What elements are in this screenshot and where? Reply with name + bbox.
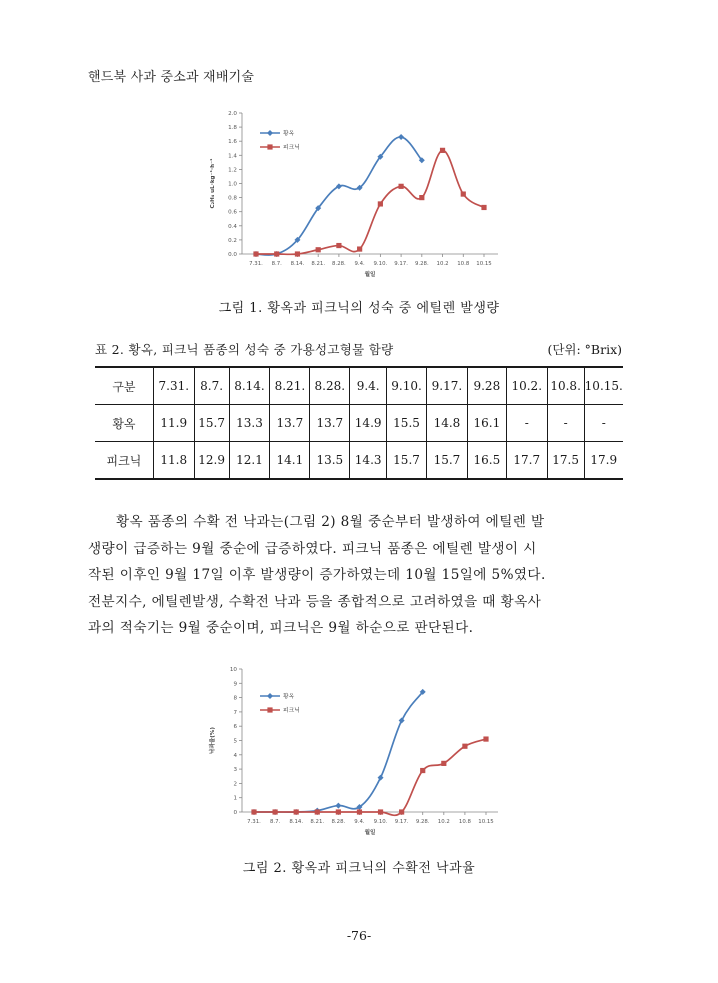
y-tick-label: 0.4 xyxy=(228,223,237,230)
series-line xyxy=(256,137,422,255)
x-tick-label: 8.7. xyxy=(269,819,281,825)
y-tick-label: 1.2 xyxy=(228,167,237,174)
data-point xyxy=(461,191,466,196)
series-line xyxy=(254,739,486,815)
y-tick-label: 0.0 xyxy=(228,252,237,258)
y-tick-label: 0.8 xyxy=(228,195,237,202)
data-point xyxy=(481,205,486,210)
data-point xyxy=(357,809,362,814)
table-cell: - xyxy=(506,405,547,442)
legend-label: 황옥 xyxy=(283,131,295,137)
x-tick-label: 8.14. xyxy=(289,819,304,825)
data-point xyxy=(294,809,299,814)
table-cell: 16.5 xyxy=(467,442,506,480)
legend-marker xyxy=(267,130,273,136)
y-tick-label: 1.6 xyxy=(228,139,237,146)
x-tick-label: 8.28. xyxy=(331,819,346,825)
legend-label: 피크닉 xyxy=(283,145,300,151)
y-tick-label: 7 xyxy=(233,709,237,716)
x-tick-label: 9.4. xyxy=(354,819,365,825)
table-cell: 8.28. xyxy=(310,367,350,405)
legend-label: 황옥 xyxy=(283,694,295,700)
x-tick-label: 10.2 xyxy=(436,261,449,267)
x-tick-label: 9.4. xyxy=(354,261,365,267)
y-tick-label: 9 xyxy=(233,681,237,688)
data-point xyxy=(335,803,341,809)
data-point xyxy=(399,717,405,723)
data-point xyxy=(378,775,384,781)
table-cell: 15.5 xyxy=(387,405,427,442)
paragraph-line: 전분지수, 에틸렌발생, 수확전 낙과 등을 종합적으로 고려하였을 때 황옥사 xyxy=(88,593,542,610)
y-tick-label: 3 xyxy=(233,767,237,774)
table-cell: 16.1 xyxy=(467,405,506,442)
data-point xyxy=(419,195,424,200)
y-tick-label: 1.0 xyxy=(228,181,237,188)
x-tick-label: 9.28. xyxy=(414,261,429,267)
x-tick-label: 7.31. xyxy=(249,261,263,267)
data-point xyxy=(440,148,445,153)
x-tick-label: 10.15 xyxy=(478,819,494,825)
x-axis-title: 월일 xyxy=(364,272,376,278)
table-cell: 15.7 xyxy=(194,405,229,442)
table-cell: 8.14. xyxy=(229,367,270,405)
y-tick-label: 0 xyxy=(233,810,237,816)
y-tick-label: 0.6 xyxy=(228,209,237,216)
y-tick-label: 5 xyxy=(233,738,237,745)
data-point xyxy=(378,809,383,814)
data-point xyxy=(316,247,321,252)
x-tick-label: 8.14. xyxy=(290,261,305,267)
table-cell: 10.8. xyxy=(547,367,584,405)
table-cell: 17.7 xyxy=(506,442,547,480)
table-cell: 15.7 xyxy=(387,442,427,480)
table-cell: 9.10. xyxy=(387,367,427,405)
paragraph-line: 생량이 급증하는 9월 중순에 급증하였다. 피크닉 품종은 에틸렌 발생이 시 xyxy=(88,540,537,557)
table-cell: 10.2. xyxy=(506,367,547,405)
x-tick-label: 10.2 xyxy=(437,819,450,825)
y-tick-label: 1.8 xyxy=(228,125,237,132)
table-cell: 14.3 xyxy=(350,442,387,480)
table-cell: 17.5 xyxy=(547,442,584,480)
table-title: 표 2. 황옥, 피크닉 품종의 성숙 중 가용성고형물 함량 xyxy=(95,342,394,357)
x-tick-label: 8.7. xyxy=(271,261,282,267)
table-cell: 13.7 xyxy=(270,405,310,442)
y-tick-label: 8 xyxy=(233,695,237,702)
data-point xyxy=(272,809,277,814)
y-tick-label: 1 xyxy=(233,795,237,802)
table-cell: 9.28 xyxy=(467,367,506,405)
data-point xyxy=(398,184,403,189)
data-point xyxy=(253,251,258,256)
table-cell: 17.9 xyxy=(584,442,623,480)
x-tick-label: 10.15 xyxy=(476,261,492,267)
legend-label: 피크닉 xyxy=(283,708,300,714)
table-cell: 12.9 xyxy=(194,442,229,480)
paragraph-line: 작된 이후인 9월 17일 이후 발생량이 증가하였는데 10월 15일에 5%였다. xyxy=(88,567,546,583)
series-line xyxy=(256,150,484,254)
brix-table xyxy=(95,366,623,480)
table-cell: - xyxy=(547,405,584,442)
data-point xyxy=(336,809,341,814)
data-point xyxy=(251,809,256,814)
data-point xyxy=(295,251,300,256)
data-point xyxy=(378,201,383,206)
x-tick-label: 8.28. xyxy=(332,261,346,267)
table-row-label: 구분 xyxy=(95,367,153,405)
data-point xyxy=(398,134,404,140)
table-cell: 11.8 xyxy=(153,442,194,480)
x-tick-label: 9.10. xyxy=(373,261,388,267)
table-cell: 7.31. xyxy=(153,367,194,405)
y-tick-label: 4 xyxy=(233,752,237,759)
paragraph-line: 과의 적숙기는 9월 중순이며, 피크닉은 9월 하순으로 판단된다. xyxy=(88,620,474,636)
table-cell: 13.3 xyxy=(229,405,270,442)
y-axis-title: 낙과율(%) xyxy=(210,727,216,754)
table-cell: 9.4. xyxy=(350,367,387,405)
y-tick-label: 6 xyxy=(233,724,237,731)
table-cell: 8.21. xyxy=(270,367,310,405)
data-point xyxy=(399,809,404,814)
x-tick-label: 9.17. xyxy=(394,819,409,825)
x-tick-label: 9.17. xyxy=(394,261,408,267)
table-header-row xyxy=(95,367,623,405)
legend-marker xyxy=(267,693,273,699)
x-tick-label: 8.21. xyxy=(311,261,326,267)
table-row-label: 피크닉 xyxy=(95,442,153,480)
running-header: 핸드북 사과 중소과 재배기술 xyxy=(88,70,255,85)
table-row-label: 황옥 xyxy=(95,405,153,442)
data-point xyxy=(315,809,320,814)
paragraph-line: 황옥 품종의 수확 전 낙과는(그림 2) 8월 중순부터 발생하여 에틸렌 발 xyxy=(88,514,545,530)
table-cell: - xyxy=(584,405,623,442)
y-tick-label: 2.0 xyxy=(228,111,237,117)
body-paragraph xyxy=(88,509,630,642)
ethylene-line-chart xyxy=(205,105,515,295)
y-tick-label: 10 xyxy=(229,667,237,673)
figure2-caption: 그림 2. 황옥과 피크닉의 수확전 낙과율 xyxy=(242,861,476,876)
x-tick-label: 10.8 xyxy=(458,819,471,825)
x-tick-label: 8.21. xyxy=(310,819,325,825)
table-cell: 8.7. xyxy=(194,367,229,405)
table-cell: 13.5 xyxy=(310,442,350,480)
table-cell: 15.7 xyxy=(426,442,467,480)
x-tick-label: 7.31. xyxy=(247,819,261,825)
table-cell: 10.15. xyxy=(584,367,623,405)
legend-marker xyxy=(267,707,272,712)
table-cell: 14.1 xyxy=(270,442,310,480)
data-point xyxy=(483,736,488,741)
data-point xyxy=(336,243,341,248)
table-cell: 12.1 xyxy=(229,442,270,480)
x-tick-label: 10.8 xyxy=(457,261,470,267)
table-cell: 11.9 xyxy=(153,405,194,442)
y-tick-label: 0.2 xyxy=(228,237,237,244)
x-tick-label: 9.28. xyxy=(415,819,430,825)
y-tick-label: 1.4 xyxy=(228,153,237,160)
table-row xyxy=(95,405,623,442)
table-row xyxy=(95,442,623,480)
table-cell: 14.9 xyxy=(350,405,387,442)
x-axis-title: 월일 xyxy=(364,830,376,836)
table-cell: 9.17. xyxy=(426,367,467,405)
table-cell: 13.7 xyxy=(310,405,350,442)
y-axis-title: C₂H₄ uL·kg⁻¹·h⁻¹ xyxy=(210,158,216,209)
data-point xyxy=(441,761,446,766)
figure1-caption: 그림 1. 황옥과 피크닉의 성숙 중 에틸렌 발생량 xyxy=(218,301,500,316)
data-point xyxy=(274,251,279,256)
x-tick-label: 9.10. xyxy=(373,819,388,825)
data-point xyxy=(420,768,425,773)
table-unit: (단위: °Brix) xyxy=(547,342,622,357)
y-tick-label: 2 xyxy=(233,781,237,788)
data-point xyxy=(462,744,467,749)
page-number: -76- xyxy=(346,928,372,943)
legend-marker xyxy=(267,144,272,149)
table-cell: 14.8 xyxy=(426,405,467,442)
fruit-drop-line-chart xyxy=(205,660,515,845)
data-point xyxy=(357,246,362,251)
